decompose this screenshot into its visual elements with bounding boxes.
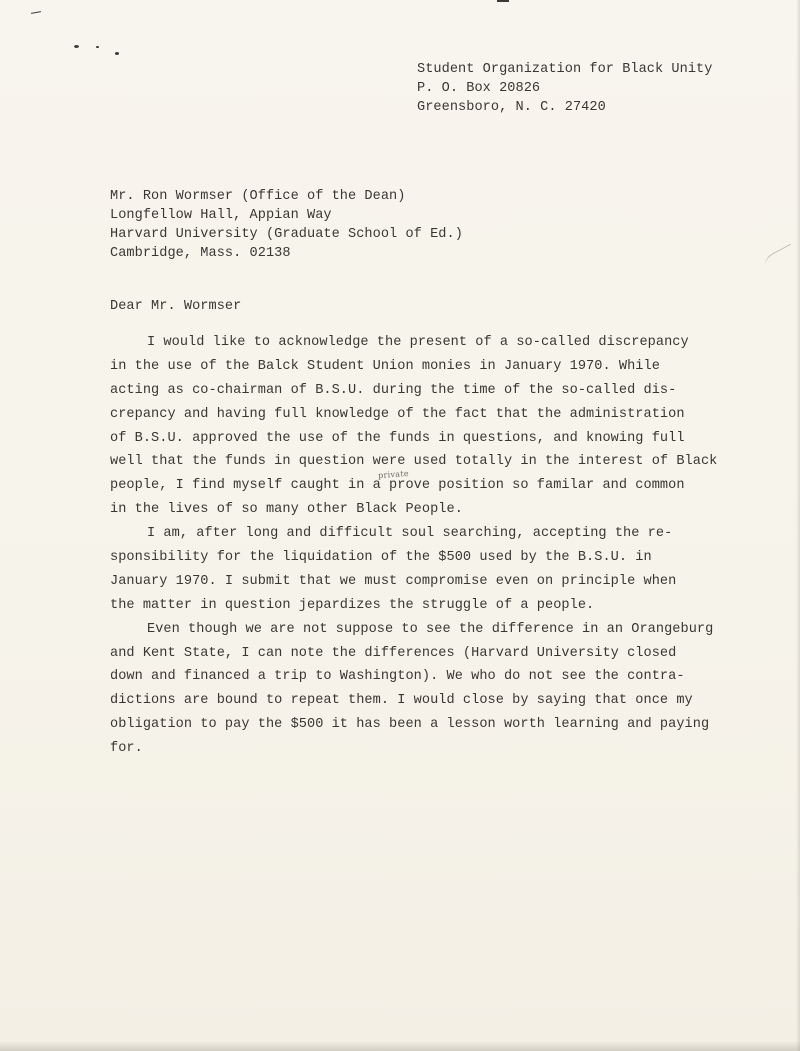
sender-line: Student Organization for Black Unity xyxy=(417,62,713,77)
body-line: the matter in question jepardizes the struggle of a people. xyxy=(110,597,595,613)
ink-speck xyxy=(74,45,79,48)
ink-speck xyxy=(115,52,119,55)
body-line: obligation to pay the $500 it has been a lesson worth learning and paying xyxy=(110,717,710,733)
letter-body xyxy=(110,331,717,761)
body-line: I am, after long and difficult soul searching, accepting the re- xyxy=(147,526,673,542)
recipient-line: Longfellow Hall, Appian Way xyxy=(110,208,332,223)
recipient-line: Mr. Ron Wormser (Office of the Dean) xyxy=(110,189,406,204)
body-line: well that the funds in question were used totally in the interest of Black xyxy=(110,454,718,470)
sender-line: P. O. Box 20826 xyxy=(417,81,541,96)
body-line: in the use of the Balck Student Union monies in January 1970. While xyxy=(110,358,660,374)
body-line: sponsibility for the liquidation of the $500 used by the B.S.U. in xyxy=(110,550,652,566)
ink-speck xyxy=(96,46,99,48)
body-line: and Kent State, I can note the differences (Harvard University closed xyxy=(110,645,677,661)
body-line: acting as co-chairman of B.S.U. during the time of the so-called dis- xyxy=(110,382,677,398)
body-line: dictions are bound to repeat them. I would close by saying that once my xyxy=(110,693,693,709)
ink-speck xyxy=(497,0,509,2)
salutation: Dear Mr. Wormser xyxy=(110,299,242,314)
sender-line: Greensboro, N. C. 27420 xyxy=(417,100,606,115)
sender-address xyxy=(417,60,712,117)
body-line: people, I find myself caught in a prove position so familar and common xyxy=(110,478,685,494)
body-line: down and financed a trip to Washington). We who do not see the contra- xyxy=(110,669,685,685)
body-line: in the lives of so many other Black People. xyxy=(110,502,463,518)
handwritten-insertion: private xyxy=(377,468,410,481)
page-crease xyxy=(762,244,799,276)
body-line: for. xyxy=(110,741,143,757)
recipient-address xyxy=(110,187,463,263)
body-line: crepancy and having full knowledge of the fact that the administration xyxy=(110,406,685,422)
recipient-line: Cambridge, Mass. 02138 xyxy=(110,246,291,261)
scan-edge-bottom xyxy=(0,1041,800,1051)
ink-speck xyxy=(31,11,41,14)
body-line: Even though we are not suppose to see the difference in an Orangeburg xyxy=(147,621,714,637)
body-line: I would like to acknowledge the present of a so-called discrepancy xyxy=(147,335,689,350)
body-line: January 1970. I submit that we must compromise even on principle when xyxy=(110,573,677,589)
scan-edge-right xyxy=(796,0,800,1051)
body-line: of B.S.U. approved the use of the funds in questions, and knowing full xyxy=(110,430,685,446)
recipient-line: Harvard University (Graduate School of Ed.) xyxy=(110,227,463,242)
